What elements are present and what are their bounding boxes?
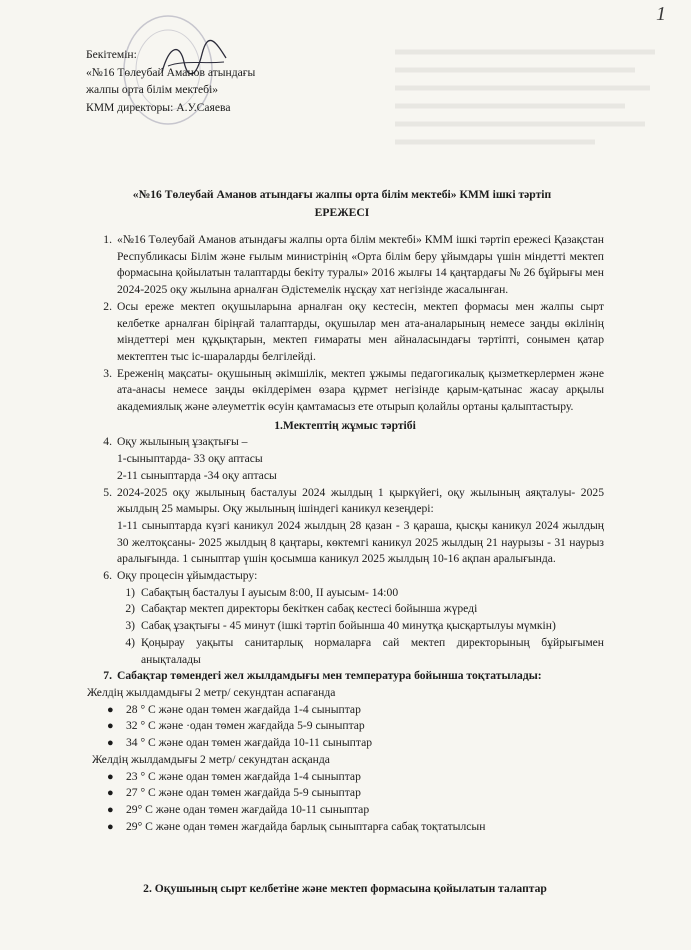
sub-item-text: Сабақтар мектеп директоры бекіткен сабақ кестесі бойынша жүреді [141,602,478,616]
bullet-item [86,785,604,802]
item-number: 4. [103,435,112,449]
list-item [86,568,604,668]
list-item [86,434,604,484]
item-text: Осы ереже мектеп оқушыларына арналған оқу кестесін, мектеп формасы мен жалпы сырт келбетке арналған біріңғай талаптарды, оқушылар мен ата-аналарының немесе заңды өкілінің міндеттері мен құқықтарын, мектеп ғимараты мен айналасындағы тәртіпті, сонымен қатар мектептен тыс іс-шараларды белгілейді. [117,299,604,363]
bullet-icon: ● [107,703,114,716]
item-text: Оқу жылының ұзақтығы – [117,435,248,449]
list-item [86,299,604,366]
bullet-item [86,769,604,786]
bullet-item [86,702,604,719]
bullet-text: 29° С және одан төмен жағдайда 10-11 сыныптар [126,802,370,816]
bullet-item [86,819,604,836]
approval-block [86,46,386,116]
sub-item-text: Сабақтың басталуы I ауысым 8:00, II ауысым- 14:00 [141,585,399,599]
sub-list-item [117,635,604,668]
bullet-icon: ● [107,787,114,800]
rules-list [86,232,604,835]
section-heading: 1.Мектептің жұмыс тәртібі [274,418,416,432]
item-number: 2. [103,299,112,313]
item-number: 5. [103,485,112,499]
sub-item-number: 1) [125,585,135,599]
bleed-through-texture [395,44,665,168]
bullet-icon: ● [107,737,114,750]
list-item [86,485,604,569]
bullet-icon: ● [107,770,114,783]
sub-list-item [117,585,604,602]
list-item [86,366,604,416]
bullet-text: 32 ° С және ·одан төмен жағдайда 5-9 сыныптар [126,719,365,733]
section-heading: 2. Оқушының сырт келбетіне және мектеп формасына қойылатын талаптар [143,882,547,895]
sub-list-item [117,618,604,635]
bullet-text: 34 ° С және одан төмен жағдайда 10-11 сыныптар [126,736,373,750]
bullet-text: 29° С және одан төмен жағдайда барлық сыныптарға сабақ тоқтатылсын [126,819,486,833]
sub-item-text: Сабақ ұзақтығы - 45 минут (ішкі тәртіп бойынша 40 минутқа қысқартылуы мүмкін) [141,619,556,633]
item-text: Ереженің мақсаты- оқушының әкімшілік, мектеп ұжымы педагогикалық қызметкерлермен және ата-анасы немесе заңды өкілдерімен өзара құрмет негізінде қарым-қатынас жасау арқылы академиялық және әлеуметтік өсуін қамтамасыз ете отырып қолайлы ортаны қалыптастыру. [117,366,604,414]
document-title [86,186,598,221]
bullet-icon: ● [107,820,114,833]
item-text: «№16 Төлеубай Аманов атындағы жалпы орта білім мектебі» КММ ішкі тәртіп ережесі Қазақстан Республикасы Білім және ғылым министрінің «Орта білім беру ұйымдары үшін міндетті мектеп формасына қойылатын талаптарды бекіту туралы» 2016 жылғы 14 қаңтардағы № 26 бұйрығы мен 2024-2025 оқу жылына арналған Әдістемелік нұсқау хат негізінде жасалынған. [117,233,604,297]
wind-condition-label: Желдің жылдамдығы 2 метр/ секундтан аспағанда [87,685,336,699]
title-line: «№16 Төлеубай Аманов атындағы жалпы орта білім мектебі» КММ ішкі тәртіп [132,188,552,201]
approval-line: жалпы орта білім мектебі» [86,83,219,96]
title-line: ЕРЕЖЕСІ [314,205,370,219]
approval-line: «№16 Төлеубай Аманов атындағы [86,65,256,79]
item-number: 7. [103,669,112,683]
wind-condition-label: Желдің жылдамдығы 2 метр/ секундтан асқанда [92,752,330,766]
bullet-icon: ● [107,803,114,816]
approval-line: Бекітемін: [86,48,137,61]
bullet-text: 27 ° С және одан төмен жағдайда 5-9 сыныптар [126,786,361,800]
item-text: 1-сыныптарда- 33 оқу аптасы [117,452,263,466]
sub-list-item [117,601,604,618]
sub-item-text: Қоңырау уақыты санитарлық нормаларға сай мектеп директорының бұйрығымен анықталады [141,635,604,666]
item-number: 3. [103,366,112,380]
bullet-icon: ● [107,720,114,733]
bullet-text: 28 ° С және одан төмен жағдайда 1-4 сыныптар [126,702,361,716]
approval-line: КММ директоры: А.У.Саяева [86,100,231,114]
item-text: Оқу процесін ұйымдастыру: [117,569,258,583]
list-item [86,668,604,685]
item-text: Сабақтар төмендегі жел жылдамдығы мен температура бойынша тоқтатылады: [117,669,542,683]
sub-item-number: 4) [125,635,135,649]
sub-item-number: 2) [125,602,135,616]
bullet-item [86,802,604,819]
item-text: 1-11 сыныптарда күзгі каникул 2024 жылдың 28 қазан - 3 қараша, қысқы каникул 2024 жылдың 30 желтоқсаны- 2025 жылдың 8 қаңтары, көктемгі каникул 2025 жылдың 21 наурызы - 31 наурыз аралығында. 1 сыныптар үшін қосымша каникул 2025 жылдың 10-16 ақпан аралығында. [117,518,604,566]
list-item [86,232,604,299]
bullet-text: 23 ° С және одан төмен жағдайда 1-4 сыныптар [126,769,361,783]
bullet-item [86,718,604,735]
page-number-mark: 1 [656,3,666,25]
bullet-item [86,735,604,752]
bleed-through-lines [395,44,665,164]
item-text: 2024-2025 оқу жылының басталуы 2024 жылдың 1 қыркүйегі, оқу жылының аяқталуы- 2025 жылдың 25 мамыры. Оқу жылының ішіндегі каникул кезеңдері: [117,485,604,516]
item-number: 6. [103,569,112,583]
item-text: 2-11 сыныптарда -34 оқу аптасы [117,468,277,482]
item-number: 1. [103,233,112,246]
sub-item-number: 3) [125,619,135,633]
